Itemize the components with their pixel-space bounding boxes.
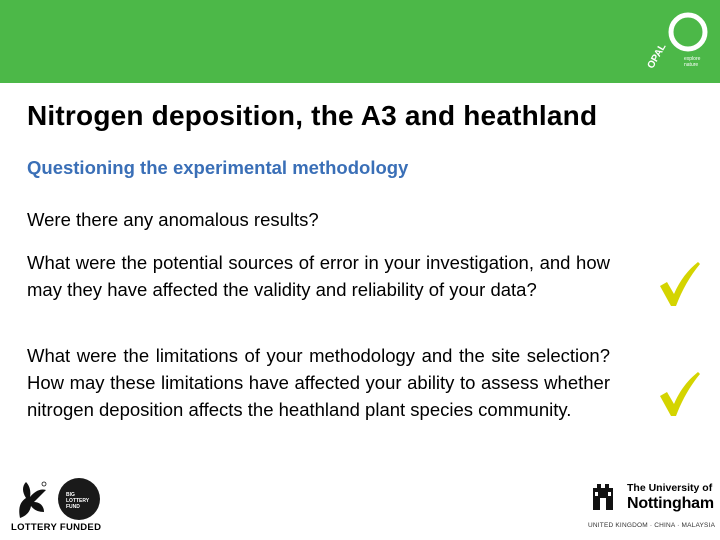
opal-tagline-line: explore bbox=[684, 56, 701, 62]
opal-tagline bbox=[684, 56, 714, 68]
badge-line: LOTTERY bbox=[66, 498, 90, 504]
crossed-fingers-icon bbox=[10, 478, 52, 520]
opal-tagline-line: nature bbox=[684, 62, 699, 68]
slide-subtitle: Questioning the experimental methodology bbox=[27, 157, 409, 178]
lottery-funded-label: LOTTERY FUNDED bbox=[11, 522, 102, 533]
university-logo bbox=[585, 478, 717, 536]
badge-line: BIG bbox=[66, 492, 75, 498]
opal-logo-text: OPAL bbox=[645, 41, 669, 71]
university-crest-icon bbox=[590, 480, 616, 514]
checkmark-icon bbox=[656, 260, 702, 308]
header-bar bbox=[0, 0, 720, 83]
university-name-line1: The University of bbox=[627, 482, 713, 494]
checkmark-icon bbox=[656, 370, 702, 418]
university-name-line2: Nottingham bbox=[627, 495, 714, 512]
big-lottery-fund-badge bbox=[58, 478, 100, 520]
lottery-funded-logo bbox=[8, 474, 102, 536]
slide-title: Nitrogen deposition, the A3 and heathland bbox=[27, 100, 598, 131]
university-countries: UNITED KINGDOM · CHINA · MALAYSIA bbox=[588, 522, 716, 529]
badge-line: FUND bbox=[66, 504, 80, 510]
question-limitations: What were the limitations of your methodology and the site selection? How may these limitations have affected your ability to assess whether nitrogen deposition affects the heathland plant species community. bbox=[27, 345, 610, 420]
question-anomalous: Were there any anomalous results? bbox=[27, 209, 319, 230]
question-sources-of-error: What were the potential sources of error in your investigation, and how may they have affected the validity and reliability of your data? bbox=[27, 252, 610, 300]
